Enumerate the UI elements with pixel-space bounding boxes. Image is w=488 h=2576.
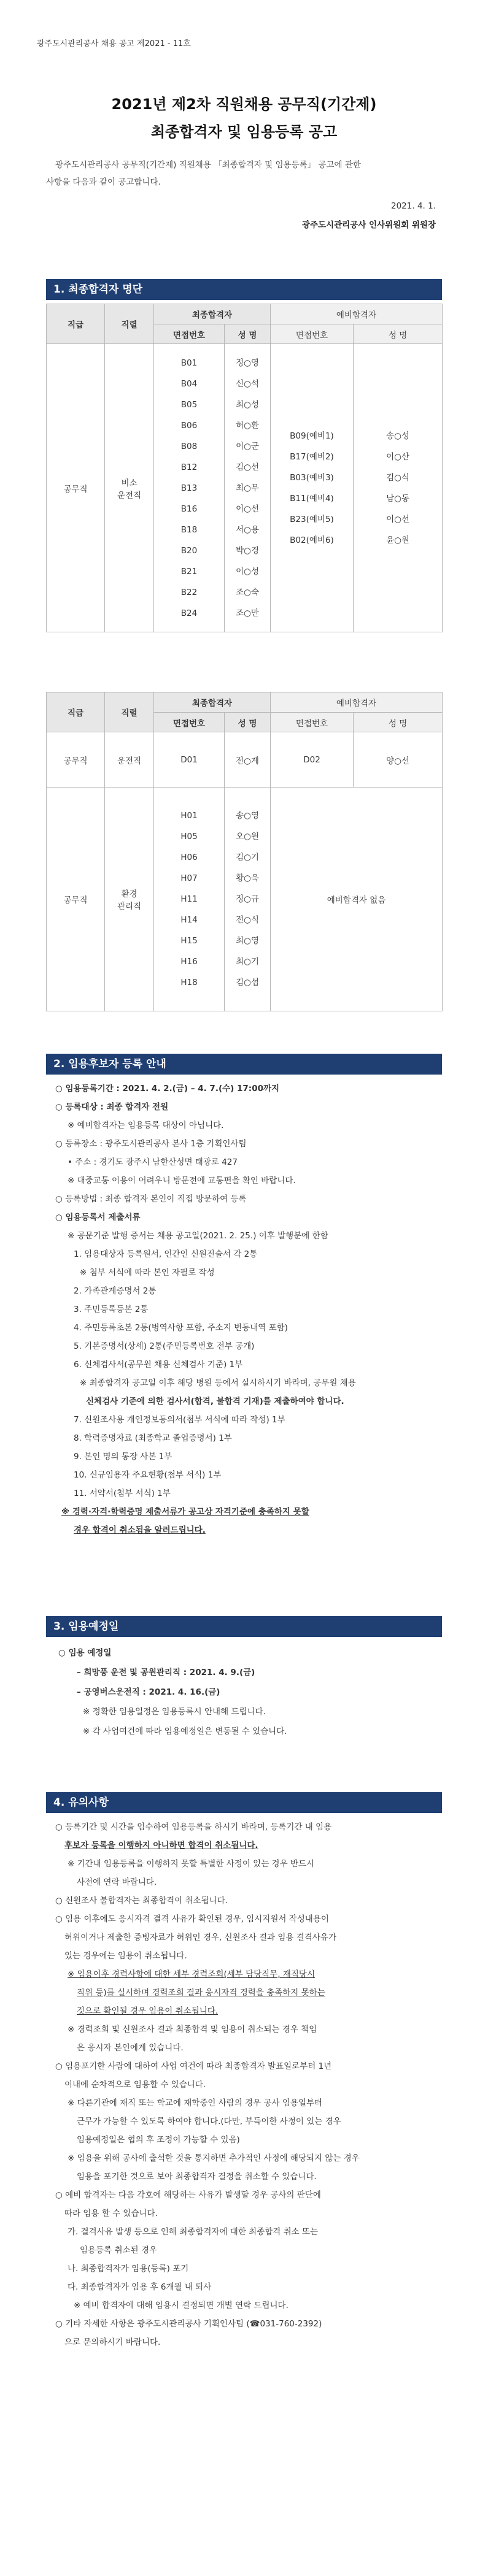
reserve-condition: 가. 결격사유 발생 등으로 인해 최종합격자에 대한 최종합격 취소 또는 — [68, 2227, 319, 2237]
list-item: 이○산 — [386, 451, 409, 462]
sub-exam-no: 면접번호 — [154, 324, 225, 344]
final-name-list — [225, 344, 271, 632]
list-item: B05 — [180, 399, 198, 410]
reserve-condition: 다. 최종합격자가 임용 후 6개월 내 퇴사 — [68, 2282, 212, 2292]
list-item: 남○동 — [386, 493, 409, 504]
final-table-1 — [46, 304, 443, 632]
exam-no-list — [154, 788, 225, 1011]
caution-line: ○ 신원조사 불합격자는 최종합격이 취소됩니다. — [55, 1896, 228, 1906]
list-item: 김○식 — [386, 472, 409, 483]
schedule-item: – 희망풍 운전 및 공원관리직 : 2021. 4. 9.(금) — [77, 1668, 255, 1677]
list-item: 박○경 — [236, 545, 259, 556]
note-line: 것으로 확인될 경우 임용이 취소됩니다. — [77, 2006, 219, 2016]
list-item: B11(예비4) — [290, 493, 334, 504]
reserve-name-list — [354, 344, 443, 632]
reserve-name-cell: 양○선 — [354, 732, 443, 788]
intro-line1: 광주도시관리공사 공무직(기간제) 직원채용 「최종합격자 및 임용등록」 공고에 관한 — [55, 160, 361, 170]
document-item: 4. 주민등록초본 2통(병역사항 포함, 주소지 변동내역 포함) — [74, 1323, 288, 1333]
list-item: 신○석 — [236, 378, 259, 389]
list-item: B17(예비2) — [290, 451, 334, 462]
name-cell: 전○계 — [225, 732, 271, 788]
sub-reserve-name: 성 명 — [354, 324, 443, 344]
schedule-heading: ○ 임용 예정일 — [58, 1648, 112, 1658]
note-line: ※ 임용을 위해 공사에 출석한 것을 통지하면 추가적인 사정에 해당되지 않는 경우 — [68, 2153, 360, 2163]
list-item: H14 — [180, 915, 198, 925]
list-item: 이○군 — [236, 441, 259, 451]
register-place: ○ 등록장소 : 광주도시관리공사 본사 1층 기획인사팀 — [55, 1139, 247, 1149]
job-cell — [105, 344, 154, 632]
list-item: 김○섭 — [236, 978, 259, 987]
note-line: ※ 경력조회 및 신원조사 결과 최종합격 및 임용이 취소되는 경우 책임 — [68, 2025, 317, 2034]
col-reserve: 예비합격자 — [271, 304, 443, 324]
list-item: H07 — [180, 873, 198, 883]
job-line1: 비소 — [121, 478, 137, 488]
issuer: 광주도시관리공사 인사위원회 위원장 — [301, 220, 436, 230]
list-item: 정○규 — [236, 894, 259, 904]
list-item: B23(예비5) — [290, 514, 334, 524]
list-item: B22 — [180, 587, 198, 597]
note-line: 은 응시자 본인에게 있습니다. — [77, 2043, 184, 2053]
notice-number: 광주도시관리공사 채용 공고 제2021 - 11호 — [37, 39, 191, 48]
register-target: ○ 등록대상 : 최종 합격자 전원 — [55, 1102, 169, 1112]
note-line: ※ 다른기관에 재직 또는 학교에 재학중인 사람의 경우 공사 임용일부터 — [68, 2098, 323, 2108]
reserve-condition: 임용등록 취소된 경우 — [80, 2245, 157, 2255]
list-item: H18 — [180, 978, 198, 987]
list-item: 송○성 — [386, 431, 409, 441]
list-item: B09(예비1) — [290, 431, 334, 441]
note-line: ※ 최종합격자 공고일 이후 해당 병원 등에서 실시하시기 바라며, 공무원 채용 — [80, 1378, 356, 1388]
job-line2: 운전직 — [117, 490, 142, 500]
list-item: 김○선 — [236, 462, 259, 472]
address-line: • 주소 : 경기도 광주시 남한산성면 태광로 427 — [68, 1157, 238, 1167]
note-line: ※ 예비 합격자에 대해 임용시 결정되면 개별 연락 드립니다. — [74, 2301, 289, 2310]
contact-line: 으로 문의하시기 바랍니다. — [64, 2337, 161, 2347]
caution-line: 있는 경우에는 임용이 취소됩니다. — [64, 1951, 187, 1961]
section3-heading: 3. 임용예정일 — [46, 1616, 442, 1637]
list-item: 전○식 — [236, 915, 259, 925]
register-method: ○ 등록방법 : 최종 합격자 본인이 직접 방문하여 등록 — [55, 1194, 247, 1204]
section1-heading: 1. 최종합격자 명단 — [46, 279, 442, 300]
sub-exam-no: 면접번호 — [154, 713, 225, 732]
col-reserve: 예비합격자 — [271, 692, 443, 713]
warning-line: ※ 경력·자격·학력증명 제출서류가 공고상 자격기준에 충족하지 못할 — [61, 1507, 309, 1517]
sub-reserve-exam-no: 면접번호 — [271, 324, 354, 344]
list-item: 허○환 — [236, 420, 259, 431]
note-line: ※ 예비합격자는 임용등록 대상이 아닙니다. — [68, 1121, 224, 1130]
register-period: ○ 임용등록기간 : 2021. 4. 2.(금) – 4. 7.(수) 17:00까지 — [55, 1084, 280, 1094]
notice-date: 2021. 4. 1. — [391, 201, 436, 211]
name-list — [225, 788, 271, 1011]
document-item: 5. 기본증명서(상세) 2통(주민등록번호 전부 공개) — [74, 1341, 255, 1351]
reserve-exam-no-list — [271, 344, 354, 632]
list-item: B12 — [180, 462, 198, 472]
caution-line: 이내에 순차적으로 임용할 수 있습니다. — [64, 2080, 206, 2090]
col-job: 직렬 — [105, 692, 154, 732]
section2-heading: 2. 임용후보자 등록 안내 — [46, 1054, 442, 1075]
list-item: B16 — [180, 504, 198, 514]
list-item: 이○선 — [236, 504, 259, 514]
sub-name: 성 명 — [225, 713, 271, 732]
list-item: 이○선 — [386, 514, 409, 524]
note-line: 임용예정일은 협의 후 조정이 가능할 수 있음) — [77, 2135, 240, 2145]
sub-name: 성 명 — [225, 324, 271, 344]
note-line: 사전에 연락 바랍니다. — [77, 1877, 157, 1887]
note-line: 직위 등)를 실시하며 경력조회 결과 응시자격 경력을 충족하지 못하는 — [77, 1988, 325, 1998]
category-cell: 공무직 — [47, 344, 105, 632]
category-cell: 공무직 — [47, 788, 105, 1011]
caution-line: 후보자 등록을 이행하지 아니하면 합격이 취소됩니다. — [64, 1841, 258, 1850]
list-item: 최○영 — [236, 936, 259, 946]
document-item: 11. 서약서(첨부 서식) 1부 — [74, 1489, 171, 1498]
caution-line: ○ 임용 이후에도 응시자격 결격 사유가 확인된 경우, 임시지원서 작성내용이 — [55, 1914, 329, 1924]
list-item: 정○영 — [236, 358, 259, 368]
list-item: 이○성 — [236, 566, 259, 577]
col-category: 직급 — [47, 692, 105, 732]
warning-line: 경우 합격이 취소됨을 알려드립니다. — [74, 1525, 206, 1535]
list-item: H01 — [180, 811, 198, 821]
list-item: 윤○원 — [386, 535, 409, 545]
job-cell: 운전직 — [105, 732, 154, 788]
sub-reserve-exam-no: 면접번호 — [271, 713, 354, 732]
list-item: B02(예비6) — [290, 535, 334, 545]
document-item: 8. 학력증명자료 (최종학교 졸업증명서) 1부 — [74, 1433, 232, 1443]
caution-line: ○ 등록기간 및 시간을 엄수하여 임용등록을 하시기 바라며, 등록기간 내 임용 — [55, 1822, 332, 1832]
list-item: 최○성 — [236, 399, 259, 410]
col-final: 최종합격자 — [154, 304, 271, 324]
list-item: B08 — [180, 441, 198, 451]
note-line: ※ 대중교통 이용이 어려우니 방문전에 교통편을 확인 바랍니다. — [68, 1176, 296, 1186]
list-item: B18 — [180, 524, 198, 535]
note-line: ※ 임용이후 경력사항에 대한 세부 경력조회(세부 담당직무, 재직당시 — [68, 1969, 316, 1979]
list-item: H16 — [180, 957, 198, 967]
col-category: 직급 — [47, 304, 105, 344]
contact-line: ○ 기타 자세한 사항은 광주도시관리공사 기획인사팀 (☎031-760-2392) — [55, 2319, 322, 2329]
document-item: 10. 신규임용자 주요현황(첨부 서식) 1부 — [74, 1470, 222, 1480]
document-item: 1. 임용대상자 등록원서, 인간인 신원진술서 각 2통 — [74, 1249, 258, 1259]
note-line: 임용을 포기한 것으로 보아 최종합격자 결정을 취소할 수 있습니다. — [77, 2172, 317, 2182]
note-line: ※ 첨부 서식에 따라 본인 자필로 작성 — [80, 1268, 215, 1278]
list-item: H15 — [180, 936, 198, 946]
list-item: 조○만 — [236, 608, 259, 618]
exam-no-cell: D01 — [154, 732, 225, 788]
sub-reserve-name: 성 명 — [354, 713, 443, 732]
reserve-none: 예비합격자 없음 — [271, 788, 443, 1011]
list-item: 오○원 — [236, 832, 259, 841]
col-final: 최종합격자 — [154, 692, 271, 713]
note-line: 신체검사 기준에 의한 검사서(합격, 불합격 기재)를 제출하여야 합니다. — [86, 1397, 344, 1406]
job-line2: 관리직 — [117, 902, 142, 911]
col-job: 직렬 — [105, 304, 154, 344]
final-exam-no-list — [154, 344, 225, 632]
page-title-line1: 2021년 제2차 직원채용 공무직(기간제) — [111, 96, 377, 113]
schedule-item: – 공영버스운전직 : 2021. 4. 16.(금) — [77, 1687, 220, 1697]
list-item: B20 — [180, 545, 198, 556]
note-line: ※ 각 사업여건에 따라 임용예정일은 변동될 수 있습니다. — [83, 1727, 287, 1736]
note-line: ※ 공문기준 발행 증서는 채용 공고일(2021. 2. 25.) 이후 발행분에 한함 — [68, 1231, 328, 1241]
documents-heading: ○ 임용등록서 제출서류 — [55, 1213, 141, 1222]
list-item: B06 — [180, 420, 198, 431]
caution-line: ○ 임용포기한 사람에 대하여 사업 여건에 따라 최종합격자 발표일로부터 1년 — [55, 2061, 332, 2071]
list-item: H11 — [180, 894, 198, 904]
list-item: 김○기 — [236, 853, 259, 862]
list-item: B21 — [180, 566, 198, 577]
list-item: H05 — [180, 832, 198, 841]
job-line1: 환경 — [121, 889, 137, 899]
job-cell — [105, 788, 154, 1011]
list-item: 서○용 — [236, 524, 259, 535]
document-item: 6. 신체검사서(공무원 채용 신체검사 기준) 1부 — [74, 1360, 243, 1370]
intro-line2: 사항을 다음과 같이 공고합니다. — [46, 177, 161, 187]
list-item: B04 — [180, 378, 198, 389]
list-item: 황○욱 — [236, 873, 259, 883]
list-item: 조○숙 — [236, 587, 259, 597]
list-item: B03(예비3) — [290, 472, 334, 483]
category-cell: 공무직 — [47, 732, 105, 788]
note-line: 근무가 가능할 수 있도록 하여야 합니다.(다만, 부득이한 사정이 있는 경우 — [77, 2117, 341, 2126]
page-title-line2: 최종합격자 및 임용등록 공고 — [150, 123, 338, 140]
caution-line: ○ 예비 합격자는 다음 각호에 해당하는 사유가 발생할 경우 공사의 판단에 — [55, 2190, 321, 2200]
note-line: ※ 기간내 임용등록을 이행하지 못할 특별한 사정이 있는 경우 반드시 — [68, 1859, 315, 1869]
document-item: 7. 신원조사용 개인정보동의서(첨부 서식에 따라 작성) 1부 — [74, 1415, 285, 1425]
reserve-condition: 나. 최종합격자가 임용(등록) 포기 — [68, 2264, 189, 2274]
list-item: 최○무 — [236, 483, 259, 493]
list-item: B24 — [180, 608, 198, 618]
caution-line: 허위이거나 제출한 증빙자료가 허위인 경우, 신원조사 결과 임용 결격사유가 — [64, 1933, 336, 1942]
reserve-exam-no-cell: D02 — [271, 732, 354, 788]
document-item: 3. 주민등록등본 2통 — [74, 1305, 149, 1314]
document-item: 2. 가족관계증명서 2통 — [74, 1286, 157, 1296]
list-item: B13 — [180, 483, 198, 493]
final-table-2 — [46, 692, 443, 1011]
section4-heading: 4. 유의사항 — [46, 1792, 442, 1813]
note-line: ※ 정확한 임용일정은 임용등록시 안내해 드립니다. — [83, 1707, 266, 1717]
document-item: 9. 본인 명의 통장 사본 1부 — [74, 1452, 172, 1462]
list-item: B01 — [180, 358, 198, 368]
list-item: 송○영 — [236, 811, 259, 821]
list-item: 최○기 — [236, 957, 259, 967]
caution-line: 따라 임용 할 수 있습니다. — [64, 2209, 158, 2218]
list-item: H06 — [180, 853, 198, 862]
